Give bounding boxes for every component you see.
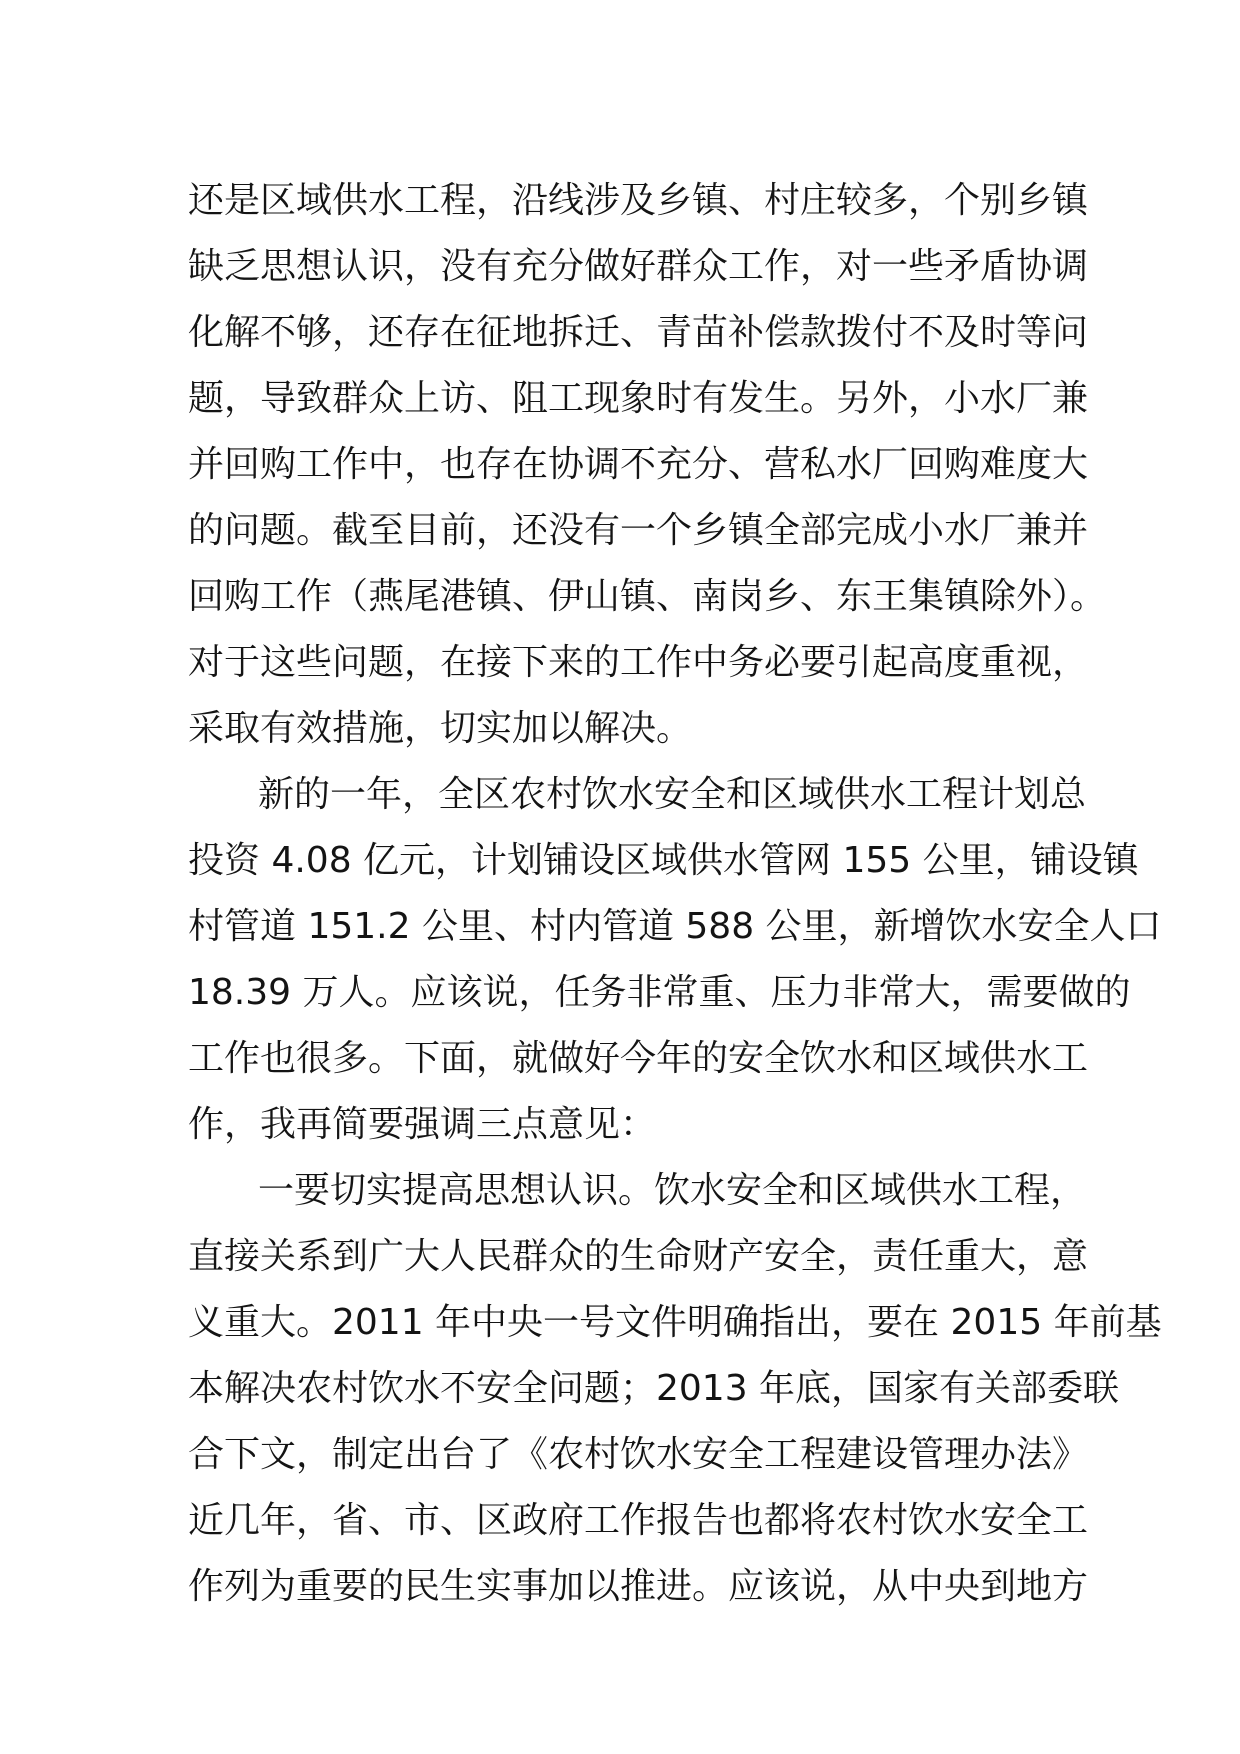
paragraph-2 bbox=[188, 762, 1162, 1158]
text-line: 对于这些问题，在接下来的工作中务必要引起高度重视， bbox=[188, 642, 1089, 683]
text-line: 化解不够，还存在征地拆迁、青苗补偿款拨付不及时等问 bbox=[188, 312, 1089, 353]
text-line: 题，导致群众上访、阻工现象时有发生。另外，小水厂兼 bbox=[188, 378, 1089, 419]
text-line: 本解决农村饮水不安全问题；2013 年底，国家有关部委联 bbox=[188, 1368, 1120, 1409]
text-line: 采取有效措施，切实加以解决。 bbox=[188, 708, 693, 749]
text-line: 直接关系到广大人民群众的生命财产安全，责任重大，意 bbox=[188, 1236, 1089, 1277]
paragraph-1 bbox=[188, 168, 1107, 762]
text-line: 近几年，省、市、区政府工作报告也都将农村饮水安全工 bbox=[188, 1500, 1089, 1541]
text-line: 义重大。2011 年中央一号文件明确指出，要在 2015 年前基 bbox=[188, 1302, 1162, 1343]
text-line: 合下文，制定出台了《农村饮水安全工程建设管理办法》 bbox=[188, 1434, 1089, 1475]
text-line: 投资 4.08 亿元，计划铺设区域供水管网 155 公里，铺设镇 bbox=[188, 840, 1139, 881]
text-line: 缺乏思想认识，没有充分做好群众工作，对一些矛盾协调 bbox=[188, 246, 1089, 287]
text-line: 作，我再简要强调三点意见： bbox=[188, 1104, 657, 1145]
text-line: 作列为重要的民生实事加以推进。应该说，从中央到地方 bbox=[188, 1566, 1089, 1607]
text-line: 回购工作（燕尾港镇、伊山镇、南岗乡、东王集镇除外）。 bbox=[188, 576, 1107, 617]
text-line: 一要切实提高思想认识。饮水安全和区域供水工程， bbox=[258, 1170, 1087, 1211]
text-line: 18.39 万人。应该说，任务非常重、压力非常大，需要做的 bbox=[188, 972, 1131, 1013]
document-body bbox=[188, 168, 1162, 1620]
text-line: 并回购工作中，也存在协调不充分、营私水厂回购难度大 bbox=[188, 444, 1089, 485]
text-line: 新的一年，全区农村饮水安全和区域供水工程计划总 bbox=[258, 774, 1087, 815]
text-line: 还是区域供水工程，沿线涉及乡镇、村庄较多，个别乡镇 bbox=[188, 180, 1089, 221]
text-line: 村管道 151.2 公里、村内管道 588 公里，新增饮水安全人口 bbox=[188, 906, 1162, 947]
text-line: 工作也很多。下面，就做好今年的安全饮水和区域供水工 bbox=[188, 1038, 1089, 1079]
text-line: 的问题。截至目前，还没有一个乡镇全部完成小水厂兼并 bbox=[188, 510, 1089, 551]
paragraph-3 bbox=[188, 1158, 1162, 1620]
